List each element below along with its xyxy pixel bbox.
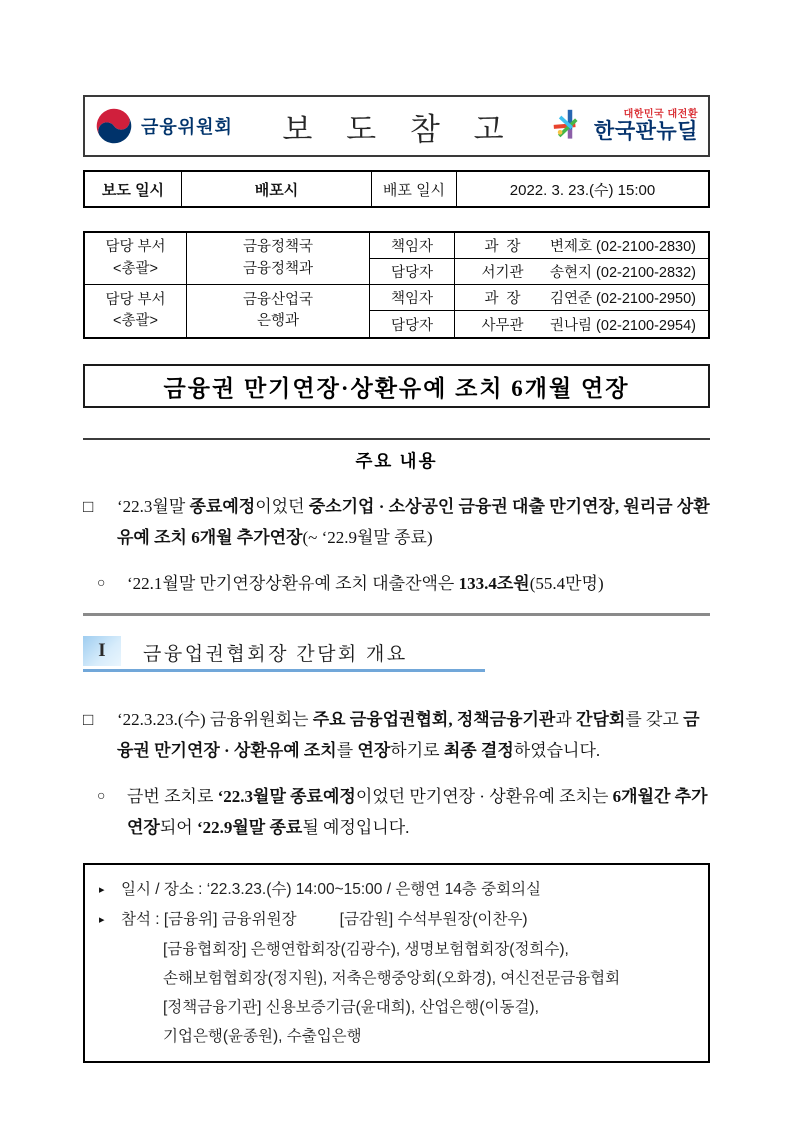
org-cell [187,285,370,337]
square-bullet-icon: □ [83,497,94,516]
distribution-time-value: 2022. 3. 23.(수) 15:00 [509,181,656,199]
org-line2: 금융정책과 [242,260,314,277]
info-line-attendees-cont [99,964,694,993]
org-line2: 은행과 [256,313,300,329]
text-run: 하기로 [390,741,444,760]
body-paragraph-2 [97,781,710,843]
text-run-bold: 종료예정 [189,497,256,516]
text-run: 이었던 [255,497,309,516]
dept-label: 담당 부서 [105,239,166,256]
info-text: 참석 : [금융위] 금융위원장 [금감원] 수석부원장(이찬우) [121,911,528,928]
release-time-label: 보도 일시 [85,172,182,206]
body-paragraph-2-text [127,781,710,843]
role-cell: 담당자 [370,311,455,337]
rank: 과 장 [484,291,521,307]
info-line-datetime [99,875,694,905]
dept-sub-label: <총괄> [113,313,158,329]
info-line-attendees-cont [99,993,694,1022]
org-line1: 금융산업국 [242,291,314,308]
text-run: 를 [336,741,358,760]
text-run-bold: ‘22.9월말 종료 [196,818,303,837]
info-text: 손해보험협회장(정지원), 저축은행중앙회(오화경), 여신전문금융협회 [163,970,621,987]
fsc-logo [95,107,233,145]
contact-table [83,231,710,339]
contact-cell [455,311,708,337]
info-text: 기업은행(윤종원), 수출입은행 [163,1028,362,1045]
triangle-bullet-icon: ▸ [99,884,105,896]
text-run: ‘22.3.23.(수) 금융위원회는 [117,710,313,729]
newdeal-burst-icon [552,108,588,144]
name-phone: 권나림 (02-2100-2954) [550,317,697,334]
text-run: 를 갖고 [625,710,684,729]
text-run-bold: 중소기업 · 소상공인 금융권 대출 만기연장, 원리금 상환유예 조치 6개월 추가연장 [117,497,710,547]
rank: 서기관 [481,265,524,281]
info-text: [금융협회장] 은행연합회장(김광수), 생명보험협회장(정희수), [163,941,569,958]
header-banner [83,95,710,157]
release-info-table [83,170,710,208]
dept-label: 담당 부서 [105,291,166,308]
body-paragraph-1-text [117,704,710,766]
summary-bullet-1 [83,491,710,553]
info-text: 일시 / 장소 : ‘22.3.23.(수) 14:00~15:00 / 은행연 14층 중회의실 [121,881,541,898]
text-run-bold: 주요 금융업권협회, 정책금융기관 [312,710,556,729]
newdeal-slogan: 대한민국 대전환 [623,108,698,120]
summary-bullet-2 [97,568,710,599]
text-run: 될 예정입니다. [302,818,410,837]
dept-cell [85,233,187,285]
rank: 사무관 [481,317,524,334]
name-phone: 변제호 (02-2100-2830) [550,239,697,255]
contact-cell [455,285,708,311]
distribution-time-label: 배포 일시 [372,172,457,206]
text-run: 이었던 만기연장 · 상환유예 조치는 [355,787,613,806]
rank: 과 장 [484,239,521,255]
section-1-header [83,636,485,672]
section-1-title: 금융업권협회장 간담회 개요 [143,644,408,665]
info-text: [정책금융기관] 신용보증기금(윤대희), 산업은행(이동걸), [163,999,539,1016]
text-run: ‘22.1월말 만기연장상환유예 조치 대출잔액은 [127,574,459,593]
role-cell: 책임자 [370,285,455,311]
text-run-bold: 최종 결정 [443,741,514,760]
name-phone: 김연준 (02-2100-2950) [550,291,697,307]
summary-heading: 주요 내용 [355,451,438,471]
circle-bullet-icon: ○ [97,576,106,591]
info-line-attendees-cont [99,935,694,964]
section-number-chip: I [83,636,121,666]
role-cell: 담당자 [370,259,455,285]
text-run-bold: 금융권 만기연장 · 상환유예 조치 [117,710,700,760]
text-run-bold: 연장 [357,741,391,760]
org-line1: 금융정책국 [242,239,314,256]
info-line-attendees-cont [99,1022,694,1051]
summary-bullet-1-text [117,491,710,553]
info-line-attendees [99,905,694,935]
doc-type-title: 보 도 참 고 [282,111,517,147]
contact-cell [455,259,708,285]
text-run-bold: 간담회 [576,710,626,729]
release-time-value: 배포시 [182,172,372,206]
newdeal-text [594,109,698,143]
name-phone: 송현지 (02-2100-2832) [550,265,697,281]
triangle-bullet-icon: ▸ [99,914,105,926]
newdeal-logo [552,108,698,144]
text-run: (55.4만명) [529,574,604,593]
dept-cell [85,285,187,337]
contact-cell [455,233,708,259]
newdeal-name: 한국판뉴딜 [594,119,698,143]
text-run-bold: 133.4조원 [458,574,530,593]
org-cell [187,233,370,285]
agency-name: 금융위원회 [141,117,233,137]
text-run: 되어 [159,818,197,837]
text-run-bold: ‘22.3월말 종료예정 [217,787,356,806]
text-run: 금번 조치로 [127,787,218,806]
dept-sub-label: <총괄> [113,260,158,277]
square-bullet-icon: □ [83,710,94,729]
text-run: (~ ‘22.9월말 종료) [302,528,433,547]
text-run: 하였습니다. [513,741,601,760]
taegeuk-icon [95,107,133,145]
document-title: 금융권 만기연장·상환유예 조치 6개월 연장 [83,364,710,408]
meeting-info-box [83,863,710,1063]
text-run: ‘22.3월말 [117,497,190,516]
role-cell: 책임자 [370,233,455,259]
circle-bullet-icon: ○ [97,789,106,804]
text-run-bold: 6개월간 추가연장 [127,787,708,837]
body-paragraph-1 [83,704,710,766]
summary-section [83,438,710,616]
text-run: 과 [555,710,577,729]
summary-bullet-2-text [127,568,710,599]
